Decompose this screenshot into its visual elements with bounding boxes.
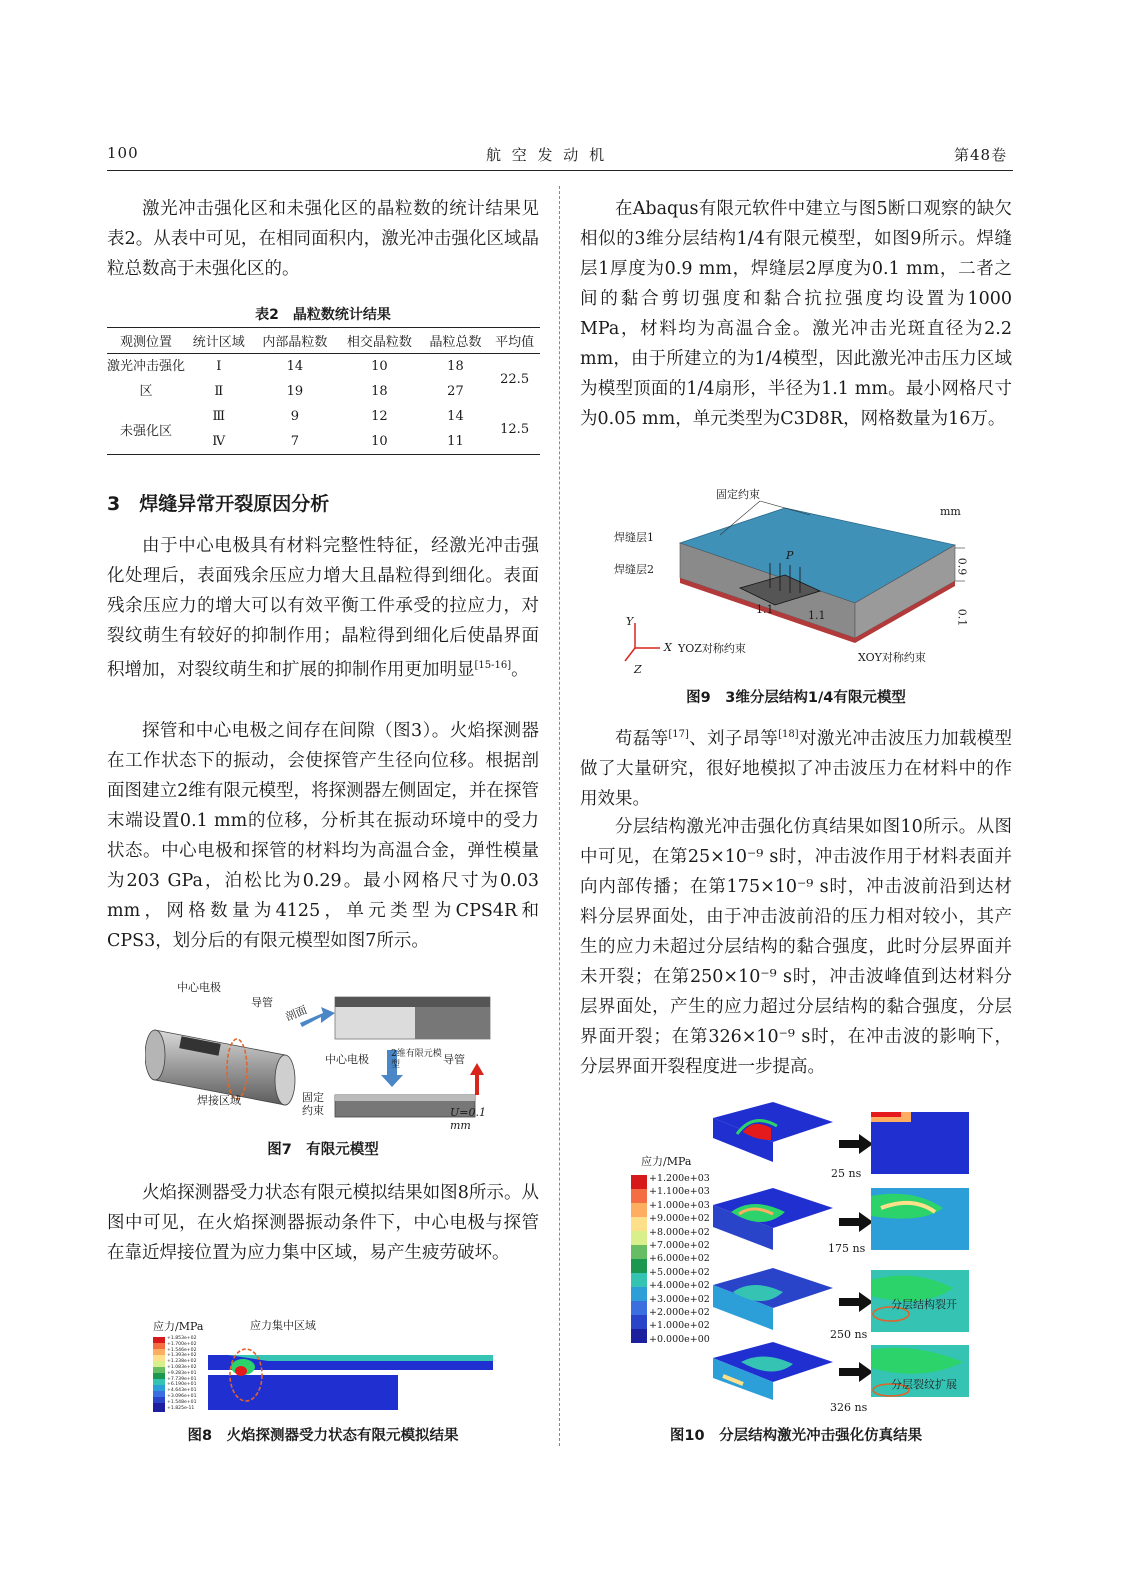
cross-cell: 12 <box>371 409 388 424</box>
legend-value: +1.393e+02 <box>167 1353 197 1359</box>
fig10-image <box>625 1100 975 1416</box>
fig10-caption: 图10 分层结构激光冲击强化仿真结果 <box>669 1428 923 1444</box>
fig10-time-1: 25 ns <box>831 1167 862 1180</box>
col-header: 统计区域 <box>192 335 245 350</box>
fig8-colorbar <box>153 1337 165 1412</box>
inner-cell: 19 <box>286 384 304 399</box>
legend-value: +1.853e+02 <box>167 1336 197 1341</box>
fig7-label-electrode: 中心电极 <box>177 981 221 994</box>
header-rule <box>107 170 1013 171</box>
fig7-label-tube2: 导管 <box>443 1053 465 1066</box>
fig10-colorbar <box>631 1175 647 1343</box>
legend-value: +9.283e+01 <box>167 1370 197 1376</box>
right-paragraph-1: 在Abaqus有限元软件中建立与图5断口观察的缺欠相似的3维分层结构1/4有限元模型，如图9所示。焊缝层1厚度为0.9 mm，焊缝层2厚度为0.1 mm，二者之间的黏合剪切强度和黏合抗拉强度均设置为1000 MPa，材料均为高温合金。激光冲击光斑直径为2.2 mm，由于所建立的为1/4模型，因此激光冲击压力区域为模型顶面的1/4扇形，半径为1.1 mm。最小网格尺寸为0.05 mm，单元类型为C3D8R，网格数量为16万。 <box>580 199 1012 429</box>
fig9-label-unit: mm <box>940 505 961 518</box>
total-cell: 27 <box>447 384 464 399</box>
fig9-label-fixed: 固定约束 <box>716 488 760 501</box>
fig8-caption: 图8 火焰探测器受力状态有限元模拟结果 <box>187 1428 459 1444</box>
region-cell: Ⅳ <box>212 434 226 449</box>
paragraph-text: 苟磊等 <box>615 728 669 749</box>
paragraph-text: 由于中心电极具有材料完整性特征，经激光冲击强化处理后，表面残余压应力增大且晶粒得到细化。表面残余压应力的增大可以有效平衡工件承受的拉应力，对裂纹萌生有较好的抑制作用；晶粒得到细化后使晶界面积增加，对裂纹萌生和扩展的抑制作用更加明显 <box>107 536 539 680</box>
position-cell: 未强化区 <box>119 423 172 439</box>
fig9-label-thickness1: 0.9 <box>955 557 969 576</box>
legend-value: +0.000e+00 <box>649 1333 710 1345</box>
fig9-caption: 图9 3维分层结构1/4有限元模型 <box>686 690 906 706</box>
legend-value: +1.825e-11 <box>167 1405 195 1411</box>
table-header-row <box>107 328 540 354</box>
legend-value: +1.546e+02 <box>167 1347 197 1353</box>
legend-value: +4.643e+01 <box>167 1388 197 1394</box>
fig8-image <box>150 1315 500 1415</box>
fig7-label-electrode2: 中心电极 <box>325 1053 369 1066</box>
region-cell: Ⅰ <box>216 359 222 374</box>
fig9-label-layer2: 焊缝层2 <box>614 563 654 576</box>
fig10-time-3: 250 ns <box>830 1328 868 1341</box>
volume-label: 第48卷 <box>954 146 1008 164</box>
citation-ref[interactable]: [17] <box>668 729 689 740</box>
fig9-label-thickness2: 0.1 <box>955 608 969 627</box>
table2-caption: 表2 晶粒数统计结果 <box>255 307 391 323</box>
legend-value: +2.000e+02 <box>649 1307 710 1319</box>
col-header: 晶粒总数 <box>429 335 482 350</box>
paragraph-text: 对激光冲击波压力加载模型做了大量研究，很好地模拟了冲击波压力在材料中的作用效果。 <box>580 728 1013 809</box>
left-paragraph-1: 激光冲击强化区和未强化区的晶粒数的统计结果见表2。从表中可见，在相同面积内，激光冲击强化区域晶粒总数高于未强化区的。 <box>107 199 539 279</box>
cross-cell: 10 <box>371 434 388 449</box>
fig10-legend-title: 应力/MPa <box>641 1155 692 1168</box>
column-divider <box>559 186 560 1446</box>
legend-value: +3.000e+02 <box>649 1293 710 1305</box>
fig9-axis-z: Z <box>634 663 642 676</box>
fig10-time-2: 175 ns <box>828 1242 866 1255</box>
inner-cell: 7 <box>290 434 299 449</box>
legend-value: +7.000e+02 <box>649 1240 710 1252</box>
inner-cell: 9 <box>290 409 299 424</box>
legend-value: +1.238e+02 <box>167 1359 197 1365</box>
total-cell: 18 <box>447 359 464 374</box>
legend-value: +1.548e+01 <box>167 1399 197 1405</box>
fig8-contour <box>208 1333 498 1413</box>
fig7-label-weld: 焊接区域 <box>197 1094 241 1107</box>
table-row <box>107 404 540 429</box>
fig8-label-stress: 应力集中区域 <box>250 1319 316 1332</box>
fig7-caption: 图7 有限元模型 <box>267 1142 379 1158</box>
fig9-image <box>610 483 970 678</box>
legend-value: +1.000e+02 <box>649 1320 710 1332</box>
fig9-label-xoy: XOY对称约束 <box>858 651 926 664</box>
legend-value: +9.000e+02 <box>649 1213 710 1225</box>
fig9-label-pressure: P <box>786 549 794 562</box>
fig7-image <box>145 975 505 1132</box>
col-header: 平均值 <box>495 335 535 350</box>
paragraph-end: 。 <box>511 659 529 680</box>
region-cell: Ⅲ <box>212 409 226 424</box>
col-header: 相交晶粒数 <box>346 335 412 350</box>
cross-cell: 18 <box>371 384 388 399</box>
fig10-legend-values <box>649 1172 710 1346</box>
left-paragraph-4: 火焰探测器受力状态有限元模拟结果如图8所示。从图中可见，在火焰探测器振动条件下，中心电极与探管在靠近焊接位置为应力集中区域，易产生疲劳破坏。 <box>107 1183 539 1263</box>
fig7-label-tube: 导管 <box>251 996 273 1009</box>
fig7-label-section: 剖面 <box>283 1003 309 1024</box>
total-cell: 11 <box>447 434 464 449</box>
legend-value: +1.000e+03 <box>649 1199 710 1211</box>
citation-ref[interactable]: [15-16] <box>474 660 512 671</box>
fig8-legend-title: 应力/MPa <box>153 1320 204 1333</box>
legend-value: +8.000e+02 <box>649 1226 710 1238</box>
col-header: 观测位置 <box>119 335 172 350</box>
inner-cell: 14 <box>286 359 304 374</box>
legend-value: +4.000e+02 <box>649 1280 710 1292</box>
fig10-time-4: 326 ns <box>830 1401 868 1414</box>
left-paragraph-3: 探管和中心电极之间存在间隙（图3）。火焰探测器在工作状态下的振动，会使探管产生径向位移。根据剖面图建立2维有限元模型，将探测器左侧固定，并在探管末端设置0.1 mm的位移，分析其在振动环境中的受力状态。中心电极和探管的材料均为高温合金，弹性模量为203 GPa，泊松比为0.29。最小网格尺寸为0.03 mm，网格数量为4125，单元类型为CPS4R和CPS3，划分后的有限元模型如图7所示。 <box>107 721 539 951</box>
legend-value: +3.096e+01 <box>167 1393 197 1399</box>
legend-value: +5.000e+02 <box>649 1266 710 1278</box>
legend-value: +1.100e+03 <box>649 1186 710 1198</box>
legend-value: +1.200e+03 <box>649 1173 710 1184</box>
journal-title: 航 空 发 动 机 <box>486 146 608 164</box>
paragraph-text: 、刘子昂等 <box>688 728 779 749</box>
legend-value: +7.739e+01 <box>167 1376 197 1382</box>
col-header: 内部晶粒数 <box>262 335 328 350</box>
fig7-label-fixed: 固定约束 <box>302 1091 324 1117</box>
left-paragraph-2 <box>107 531 539 685</box>
fig9-axis-y: Y <box>626 615 634 628</box>
fig9-label-yoz: YOZ对称约束 <box>678 642 746 655</box>
region-cell: Ⅱ <box>214 384 224 399</box>
right-paragraph-2 <box>580 720 1012 814</box>
fig7-label-displacement: U=0.1 mm <box>450 1106 486 1132</box>
right-paragraph-3: 分层结构激光冲击强化仿真结果如图10所示。从图中可见，在第25×10⁻⁹ s时，冲击波作用于材料表面并向内部传播；在第175×10⁻⁹ s时，冲击波前沿到达材料分层界面处，由于冲击波前沿的压力相对较小，其产生的应力未超过分层结构的黏合强度，此时分层界面并未开裂；在第250×10⁻⁹ s时，冲击波峰值到达材料分层界面处，产生的应力超过分层结构的黏合强度，分层界面开裂；在第326×10⁻⁹ s时，在冲击波的影响下，分层界面开裂程度进一步提高。 <box>580 817 1012 1077</box>
legend-value: +6.000e+02 <box>649 1253 710 1265</box>
fig10-label-crack-grow: 分层裂纹扩展 <box>891 1378 957 1391</box>
fig9-axis-x: X <box>664 641 672 654</box>
total-cell: 14 <box>447 409 464 424</box>
cross-cell: 10 <box>371 359 388 374</box>
legend-value: +6.190e+01 <box>167 1382 197 1388</box>
fig9-label-dim2: 1.1 <box>808 609 826 622</box>
grain-count-table <box>107 327 540 455</box>
fig10-label-crack-open: 分层结构裂开 <box>891 1298 957 1311</box>
table-row <box>107 354 540 380</box>
fig8-legend-values <box>167 1336 197 1411</box>
legend-value: +1.700e+02 <box>167 1341 197 1347</box>
fig9-label-dim1: 1.1 <box>756 603 774 616</box>
fig7-label-2d-model: 2维有限元模型 <box>391 1049 442 1070</box>
position-cell: 激光冲击强化区 <box>107 359 186 399</box>
legend-value: +1.083e+02 <box>167 1364 197 1370</box>
citation-ref[interactable]: [18] <box>778 729 799 740</box>
average-cell: 12.5 <box>500 421 530 437</box>
average-cell: 22.5 <box>500 371 530 387</box>
fig9-label-layer1: 焊缝层1 <box>614 531 654 544</box>
section-heading: 3 焊缝异常开裂原因分析 <box>107 493 330 515</box>
page-number: 100 <box>107 144 139 162</box>
